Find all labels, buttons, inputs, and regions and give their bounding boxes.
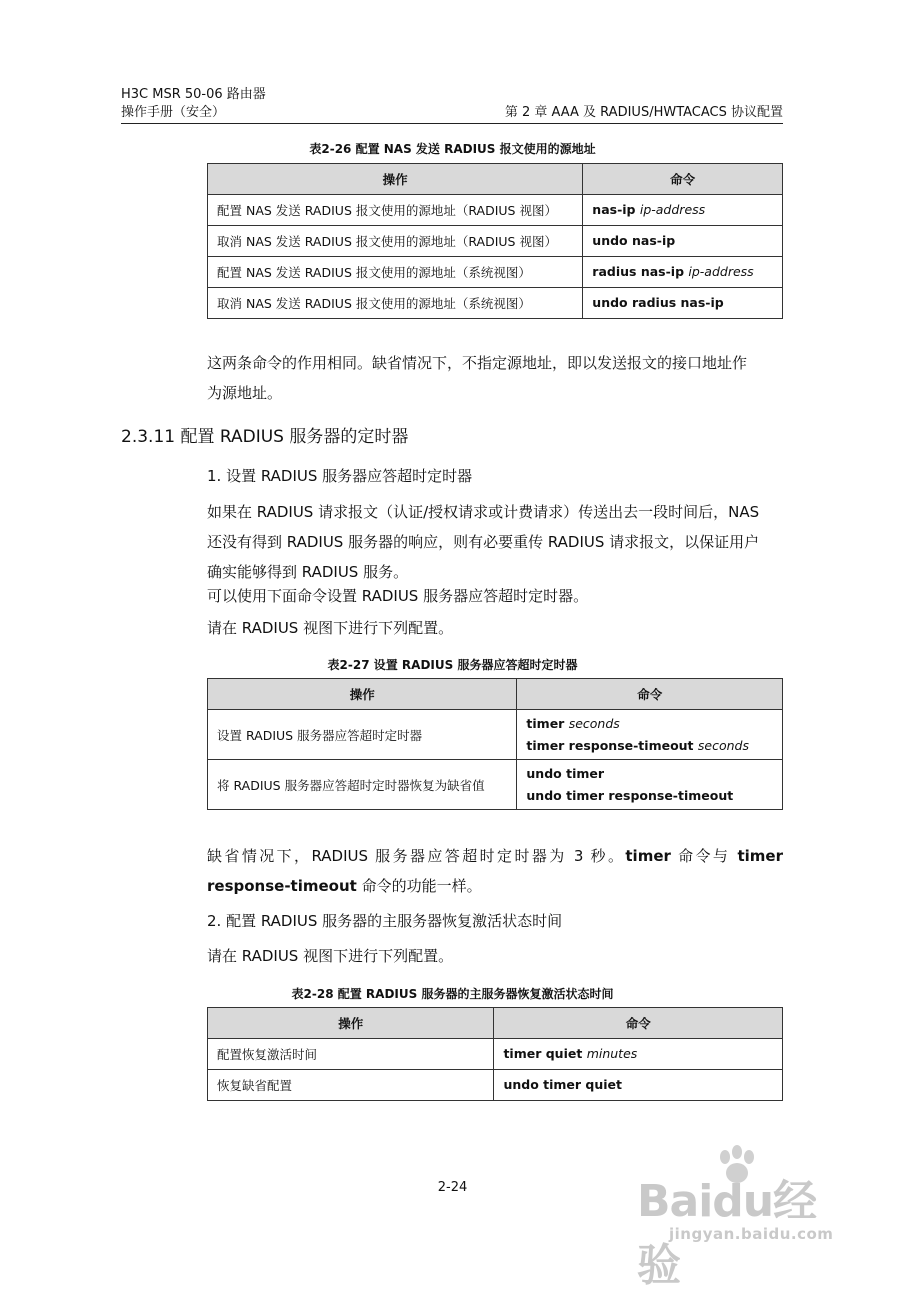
table-row (208, 288, 783, 319)
paragraph-default-source: 这两条命令的作用相同。缺省情况下，不指定源地址，即以发送报文的接口地址作 为源地址。 (207, 354, 748, 402)
command-cell: radius nas-ip ip-address (583, 257, 783, 288)
operation-cell: 配置 NAS 发送 RADIUS 报文使用的源地址（系统视图） (208, 257, 583, 288)
column-header-operation: 操作 (208, 679, 517, 710)
table-row (208, 1039, 783, 1070)
command-cell: timer seconds timer response-timeout seconds (517, 710, 783, 760)
section-title: 2.3.11 配置 RADIUS 服务器的定时器 (121, 427, 409, 447)
paragraph-use-command: 可以使用下面命令设置 RADIUS 服务器应答超时定时器。 (207, 587, 589, 605)
page-number: 2-24 (437, 1180, 468, 1195)
table-row (208, 760, 783, 810)
subsection-title-2: 2. 配置 RADIUS 服务器的主服务器恢复激活状态时间 (207, 912, 563, 930)
paragraph-radius-view-2: 请在 RADIUS 视图下进行下列配置。 (207, 947, 454, 965)
operation-cell: 取消 NAS 发送 RADIUS 报文使用的源地址（系统视图） (208, 288, 583, 319)
manual-name: 操作手册（安全） (121, 105, 226, 120)
column-header-operation: 操作 (208, 1008, 494, 1039)
command-cell: timer quiet minutes (494, 1039, 783, 1070)
running-header-left (121, 86, 266, 122)
baidu-jingyan-watermark (637, 1145, 847, 1291)
paragraph-retransmit: 如果在 RADIUS 请求报文（认证/授权请求或计费请求）传送出去一段时间后，NAS 还没有得到 RADIUS 服务器的响应，则有必要重传 RADIUS 请求报文，以保证用户 确实能够得到 RADIUS 服务。 (207, 503, 760, 581)
table-row (208, 257, 783, 288)
running-header-right: 第 2 章 AAA 及 RADIUS/HWTACACS 协议配置 (504, 105, 783, 120)
paragraph-radius-view: 请在 RADIUS 视图下进行下列配置。 (207, 619, 454, 637)
column-header-command: 命令 (494, 1008, 783, 1039)
command-cell: undo timer quiet (494, 1070, 783, 1101)
table-27-caption: 表2-27 设置 RADIUS 服务器应答超时定时器 (327, 658, 578, 672)
subsection-title-1: 1. 设置 RADIUS 服务器应答超时定时器 (207, 467, 473, 485)
column-header-operation: 操作 (208, 164, 583, 195)
column-header-command: 命令 (583, 164, 783, 195)
table-row (208, 710, 783, 760)
command-cell: nas-ip ip-address (583, 195, 783, 226)
table-row (208, 226, 783, 257)
table-26 (207, 163, 783, 319)
operation-cell: 将 RADIUS 服务器应答超时定时器恢复为缺省值 (208, 760, 517, 810)
table-27 (207, 678, 783, 810)
operation-cell: 取消 NAS 发送 RADIUS 报文使用的源地址（RADIUS 视图） (208, 226, 583, 257)
operation-cell: 设置 RADIUS 服务器应答超时定时器 (208, 710, 517, 760)
operation-cell: 配置恢复激活时间 (208, 1039, 494, 1070)
watermark-logo: Baidu经验 (637, 1176, 817, 1291)
operation-cell: 配置 NAS 发送 RADIUS 报文使用的源地址（RADIUS 视图） (208, 195, 583, 226)
table-28-caption: 表2-28 配置 RADIUS 服务器的主服务器恢复激活状态时间 (291, 987, 614, 1001)
paragraph-default-timeout: 缺省情况下，RADIUS 服务器应答超时定时器为 3 秒。timer 命令与 timer response-timeout 命令的功能一样。 (207, 847, 783, 895)
column-header-command: 命令 (517, 679, 783, 710)
header-rule (121, 123, 783, 124)
command-cell: undo timer undo timer response-timeout (517, 760, 783, 810)
table-26-caption: 表2-26 配置 NAS 发送 RADIUS 报文使用的源地址 (309, 142, 596, 156)
watermark-site: jingyan.baidu.com (669, 1225, 834, 1243)
table-row (208, 1070, 783, 1101)
table-28 (207, 1007, 783, 1101)
command-cell: undo radius nas-ip (583, 288, 783, 319)
table-row (208, 195, 783, 226)
product-name: H3C MSR 50-06 路由器 (121, 87, 266, 102)
command-cell: undo nas-ip (583, 226, 783, 257)
operation-cell: 恢复缺省配置 (208, 1070, 494, 1101)
